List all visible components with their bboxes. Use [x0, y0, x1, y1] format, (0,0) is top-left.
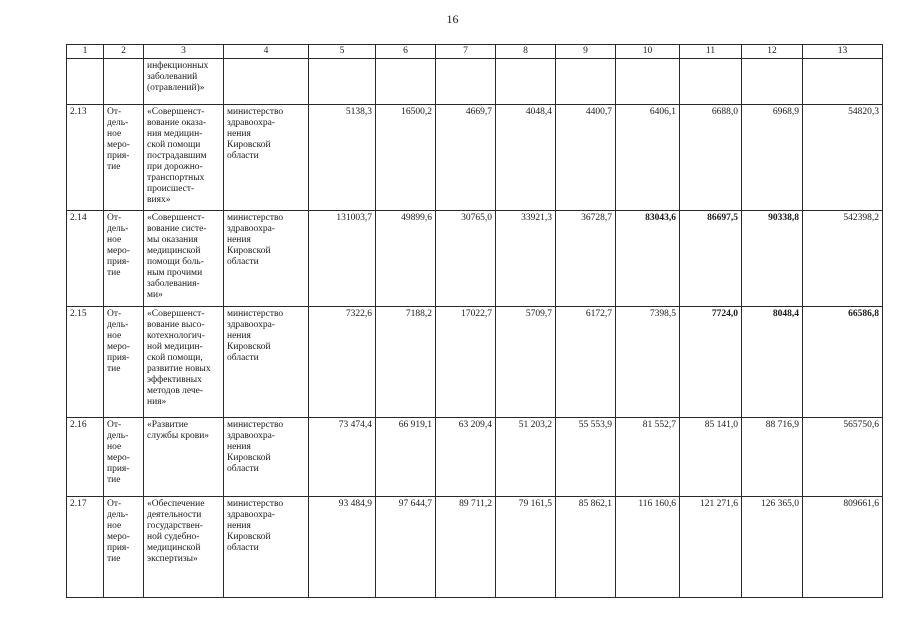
- value-cell: 4400,7: [556, 105, 616, 211]
- row-responsible: министерство здравоохра- нения Кировской области: [224, 497, 309, 598]
- value-cell: [376, 59, 436, 105]
- value-cell: [680, 59, 742, 105]
- value-cell: 55 553,9: [556, 418, 616, 497]
- row-name: «Совершенст- вование высо- котехнологич- ной медицин- ской помощи, развитие новых эффективных методов лече- ния»: [144, 307, 224, 418]
- row-code: 2.14: [67, 211, 104, 307]
- row-name: «Обеспечение деятельности государствен- ной судебно- медицинской экспертизы»: [144, 497, 224, 598]
- row-code: [67, 59, 104, 105]
- value-cell: 81 552,7: [616, 418, 680, 497]
- row-name: инфекционных заболеваний (отравлений)»: [144, 59, 224, 105]
- table-row: [67, 59, 883, 105]
- value-cell: 121 271,6: [680, 497, 742, 598]
- value-cell: 116 160,6: [616, 497, 680, 598]
- value-cell: 33921,3: [496, 211, 556, 307]
- column-number: 9: [556, 45, 616, 59]
- page-number: 16: [446, 12, 459, 26]
- table-row: [67, 211, 883, 307]
- value-cell: 4048,4: [496, 105, 556, 211]
- total-cell: 542398,2: [803, 211, 883, 307]
- value-cell: 6968,9: [742, 105, 803, 211]
- value-cell: 79 161,5: [496, 497, 556, 598]
- total-cell: 565750,6: [803, 418, 883, 497]
- row-responsible: министерство здравоохра- нения Кировской области: [224, 105, 309, 211]
- column-number: 12: [742, 45, 803, 59]
- column-number: 7: [436, 45, 496, 59]
- value-cell: [496, 59, 556, 105]
- row-code: 2.15: [67, 307, 104, 418]
- row-code: 2.17: [67, 497, 104, 598]
- value-cell: 36728,7: [556, 211, 616, 307]
- value-cell: [309, 59, 376, 105]
- column-number: 1: [67, 45, 104, 59]
- row-code: 2.13: [67, 105, 104, 211]
- value-cell: 8048,4: [742, 307, 803, 418]
- row-kind: [104, 59, 144, 105]
- total-cell: 809661,6: [803, 497, 883, 598]
- row-responsible: [224, 59, 309, 105]
- total-cell: 54820,3: [803, 105, 883, 211]
- column-number: 8: [496, 45, 556, 59]
- value-cell: 131003,7: [309, 211, 376, 307]
- value-cell: 49899,6: [376, 211, 436, 307]
- row-responsible: министерство здравоохра- нения Кировской области: [224, 307, 309, 418]
- value-cell: 90338,8: [742, 211, 803, 307]
- column-number: 5: [309, 45, 376, 59]
- value-cell: [436, 59, 496, 105]
- row-kind: От- дель- ное меро- прия- тие: [104, 497, 144, 598]
- column-number: 2: [104, 45, 144, 59]
- value-cell: 93 484,9: [309, 497, 376, 598]
- value-cell: 85 141,0: [680, 418, 742, 497]
- row-kind: От- дель- ное меро- прия- тие: [104, 418, 144, 497]
- value-cell: 7188,2: [376, 307, 436, 418]
- value-cell: 51 203,2: [496, 418, 556, 497]
- value-cell: 86697,5: [680, 211, 742, 307]
- row-kind: От- дель- ное меро- прия- тие: [104, 307, 144, 418]
- row-kind: От- дель- ное меро- прия- тие: [104, 211, 144, 307]
- row-name: «Совершенст- вование оказа- ния медицин- ской помощи пострадавшим при дорожно- транспортных происшест- виях»: [144, 105, 224, 211]
- value-cell: 17022,7: [436, 307, 496, 418]
- row-name: «Совершенст- вование систе- мы оказания медицинской помощи боль- ным прочими заболевания- ми»: [144, 211, 224, 307]
- value-cell: 89 711,2: [436, 497, 496, 598]
- row-responsible: министерство здравоохра- нения Кировской области: [224, 418, 309, 497]
- value-cell: 126 365,0: [742, 497, 803, 598]
- value-cell: 5138,3: [309, 105, 376, 211]
- table-row: [67, 497, 883, 598]
- value-cell: [742, 59, 803, 105]
- table-row: [67, 105, 883, 211]
- row-name: «Развитие службы крови»: [144, 418, 224, 497]
- value-cell: 66 919,1: [376, 418, 436, 497]
- column-number: 10: [616, 45, 680, 59]
- value-cell: 7322,6: [309, 307, 376, 418]
- row-kind: От- дель- ное меро- прия- тие: [104, 105, 144, 211]
- row-code: 2.16: [67, 418, 104, 497]
- column-number: 6: [376, 45, 436, 59]
- column-number: 11: [680, 45, 742, 59]
- value-cell: 5709,7: [496, 307, 556, 418]
- value-cell: 4669,7: [436, 105, 496, 211]
- total-cell: [803, 59, 883, 105]
- column-number: 4: [224, 45, 309, 59]
- value-cell: [616, 59, 680, 105]
- budget-table: [66, 44, 883, 598]
- value-cell: 88 716,9: [742, 418, 803, 497]
- column-number: 13: [803, 45, 883, 59]
- column-number: 3: [144, 45, 224, 59]
- value-cell: [556, 59, 616, 105]
- value-cell: 6172,7: [556, 307, 616, 418]
- value-cell: 7398,5: [616, 307, 680, 418]
- row-responsible: министерство здравоохра- нения Кировской области: [224, 211, 309, 307]
- value-cell: 7724,0: [680, 307, 742, 418]
- value-cell: 30765,0: [436, 211, 496, 307]
- value-cell: 6688,0: [680, 105, 742, 211]
- value-cell: 63 209,4: [436, 418, 496, 497]
- value-cell: 85 862,1: [556, 497, 616, 598]
- column-number-row: [67, 45, 883, 59]
- value-cell: 97 644,7: [376, 497, 436, 598]
- value-cell: 83043,6: [616, 211, 680, 307]
- table-row: [67, 418, 883, 497]
- value-cell: 6406,1: [616, 105, 680, 211]
- value-cell: 16500,2: [376, 105, 436, 211]
- value-cell: 73 474,4: [309, 418, 376, 497]
- table-row: [67, 307, 883, 418]
- total-cell: 66586,8: [803, 307, 883, 418]
